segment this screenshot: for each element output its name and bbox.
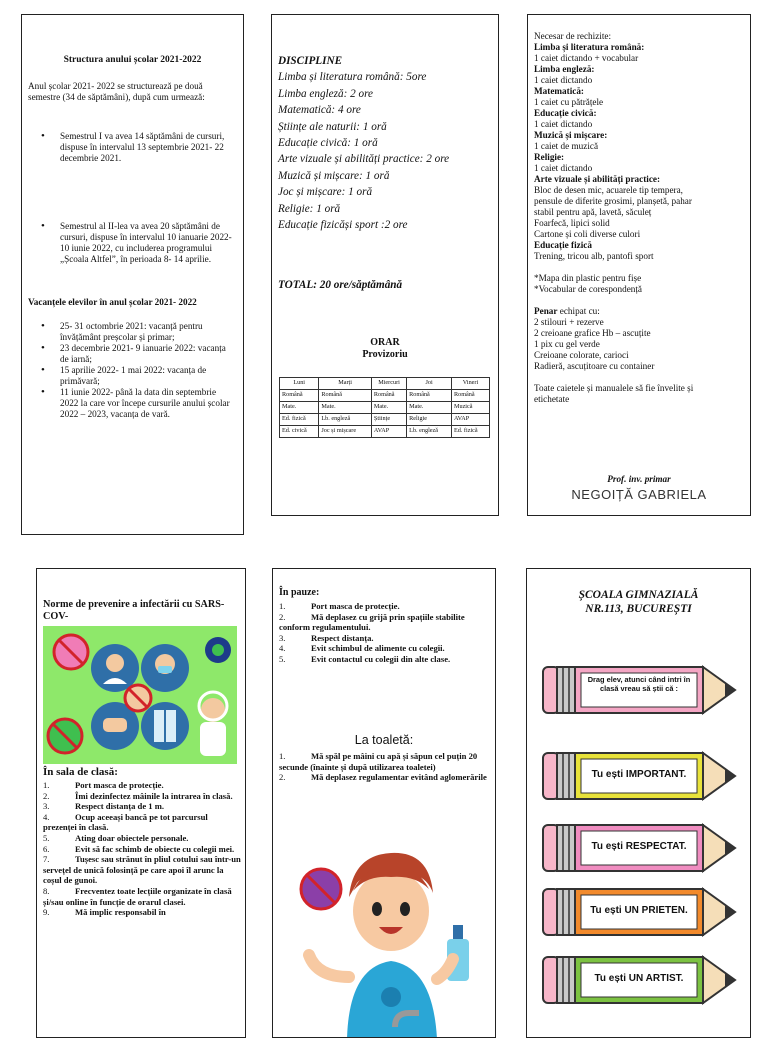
- supply-line: Toate caietele și manualele să fie învelite și: [534, 383, 694, 393]
- supply-spacer: [534, 295, 746, 306]
- schedule-row: [280, 426, 490, 438]
- classroom-rules-list: [43, 780, 241, 918]
- rule-text: Mă deplasez regulamentar evitând aglomerările: [311, 772, 487, 783]
- rule-item: [43, 812, 241, 833]
- rule-text: Ating doar obiectele personale.: [75, 832, 189, 843]
- schedule-header-cell: Luni: [280, 378, 319, 390]
- supply-line: Trening, tricou alb, pantofi sport: [534, 251, 654, 261]
- supply-line: Muzică și mișcare:: [534, 130, 608, 140]
- school-name-line2: NR.113, BUCUREȘTI: [585, 602, 692, 615]
- supply-line: 1 caiet cu pătrățele: [534, 97, 604, 107]
- rule-text: Respect distanța de 1 m.: [75, 801, 165, 812]
- child-handwashing-illustration: [287, 827, 487, 1038]
- supply-line: Creioane colorate, carioci: [534, 350, 629, 360]
- schedule-row: [280, 390, 490, 402]
- discipline-item: Educație fizicăși sport :2 ore: [278, 219, 408, 232]
- schedule-cell: Ed. fizică: [451, 426, 489, 438]
- rule-item: [279, 654, 489, 665]
- supply-line: 1 caiet de muzică: [534, 141, 599, 151]
- toilet-heading: La toaletă:: [354, 733, 414, 747]
- schedule-cell: Mate.: [280, 402, 319, 414]
- supply-line: Matematică:: [534, 86, 584, 96]
- rule-number: 2.: [279, 611, 286, 622]
- schedule-cell: Lb. engleză: [319, 414, 372, 426]
- pencil-message-text: Drag elev, atunci când intri în clasă vreau să știi că :: [587, 675, 691, 693]
- supply-line: *Mapa din plastic pentru fișe: [534, 273, 642, 283]
- rule-text: Evit schimbul de alimente cu colegii.: [311, 643, 445, 654]
- pencil-message: [537, 747, 747, 805]
- schedule-cell: Română: [407, 390, 452, 402]
- supply-line: etichetate: [534, 394, 570, 404]
- schedule-header-row: [280, 378, 490, 390]
- schedule-cell: Română: [280, 390, 319, 402]
- discipline-item: Limba engleză: 2 ore: [278, 87, 373, 100]
- discipline-item: Educație civică: 1 oră: [278, 137, 378, 150]
- pencil-message-text: Tu ești UN PRIETEN.: [590, 905, 688, 916]
- vacation-item: • 25- 31 octombrie 2021: vacanță pentru învățământ preșcolar și primar;: [28, 321, 233, 343]
- rule-text: Port masca de protecție.: [75, 780, 164, 790]
- discipline-item: Arte vizuale și abilități practice: 2 ore: [278, 153, 450, 166]
- schedule-cell: Lb. engleză: [407, 426, 452, 438]
- supply-line: Religie:: [534, 152, 565, 162]
- supply-line: stabil pentru apă, lavetă, săculeț: [534, 207, 652, 217]
- pencil-message: [537, 883, 747, 941]
- rule-item: [43, 791, 241, 802]
- rule-number: 1.: [43, 780, 50, 790]
- rule-text: Îmi dezinfectez mâinile la intrarea în clasă.: [75, 790, 233, 801]
- discipline-item: Joc și mișcare: 1 oră: [278, 186, 373, 199]
- schedule-row: [280, 414, 490, 426]
- vacation-item: • 11 iunie 2022- până la data din septembrie 2022 la care vor începe cursurile anului școlar 2022 – 2023, vacanța de vară.: [28, 387, 233, 420]
- supply-line: 1 caiet dictando + vocabular: [534, 53, 639, 63]
- vacation-item: • 15 aprilie 2022- 1 mai 2022: vacanța de primăvară;: [28, 365, 233, 387]
- rule-text: Mă implic responsabil în: [75, 907, 166, 918]
- pencil-message-text: Tu ești RESPECTAT.: [591, 841, 687, 852]
- rule-item: [279, 643, 489, 654]
- supply-line: 1 caiet dictando: [534, 119, 593, 129]
- total-hours: TOTAL: 20 ore/săptămână: [278, 279, 403, 291]
- disciplines-title: DISCIPLINE: [278, 55, 343, 67]
- supply-line: Arte vizuale și abilități practice:: [534, 174, 661, 184]
- semester-2-item: • Semestrul al II-lea va avea 20 săptămâni de cursuri, dispuse în intervalul 10 ianuarie 2022- 10 iunie 2022, cu includerea programului „Școala Altfel”, în perioada 8- 14 aprilie.: [28, 221, 233, 265]
- rule-item: [43, 780, 241, 791]
- schedule-cell: Ed. civică: [280, 426, 319, 438]
- vacation-item: • 23 decembrie 2021- 9 ianuarie 2022: vacanța de iarnă;: [28, 343, 233, 365]
- supply-line: 2 creioane grafice Hb – ascuțite: [534, 328, 651, 338]
- supply-line: 1 pix cu gel verde: [534, 339, 600, 349]
- school-cover-panel: [526, 568, 751, 1038]
- pencil-message: [537, 951, 747, 1009]
- supply-line: Radieră, ascuțitoare cu container: [534, 361, 655, 371]
- rule-number: 2.: [279, 772, 286, 783]
- rule-number: 9.: [43, 907, 50, 918]
- schedule-header-cell: Miercuri: [371, 378, 406, 390]
- schedule-cell: Mate.: [371, 402, 406, 414]
- schedule-cell: Religie: [407, 414, 452, 426]
- teacher-name: NEGOIȚĂ GABRIELA: [571, 487, 707, 502]
- rule-number: 3.: [43, 801, 50, 812]
- rule-item: [43, 801, 241, 812]
- disciplines-panel: [271, 14, 499, 516]
- supply-line: Educație civică:: [534, 108, 597, 118]
- supply-spacer: [534, 372, 746, 383]
- rule-item: [43, 833, 241, 844]
- break-rules-list: [279, 601, 489, 665]
- schedule-cell: Joc și mișcare: [319, 426, 372, 438]
- school-year-intro: Anul școlar 2021- 2022 se structurează pe două semestre (34 de săptămâni), după cum urmează:: [28, 81, 205, 102]
- rule-number: 2.: [43, 790, 50, 801]
- pencil-message: [537, 661, 747, 719]
- schedule-cell: AVAP: [451, 414, 489, 426]
- schedule-cell: Română: [371, 390, 406, 402]
- schedule-cell: Ed. fizică: [280, 414, 319, 426]
- supply-line: Educație fizică: [534, 240, 592, 250]
- rule-text: Port masca de protecție.: [311, 601, 400, 611]
- discipline-item: Muzică și mișcare: 1 oră: [278, 169, 390, 182]
- rule-number: 4.: [43, 811, 50, 822]
- pencil-message: [537, 819, 747, 877]
- rule-number: 3.: [279, 632, 286, 643]
- school-name-line1: ȘCOALA GIMNAZIALĂ: [578, 589, 699, 601]
- schedule-heading: [272, 337, 498, 361]
- rule-text: Evit contactul cu colegii din alte clase.: [311, 653, 451, 664]
- rule-number: 1.: [279, 601, 286, 611]
- semester-1-list: [28, 131, 233, 164]
- vacations-title: Vacanțele elevilor în anul școlar 2021- 2022: [28, 297, 197, 307]
- toilet-rules-list: [279, 751, 489, 783]
- schedule-table: [279, 377, 490, 438]
- supply-line: Foarfecă, lipici solid: [534, 218, 610, 228]
- prevention-title: Norme de prevenire a infectării cu SARS-COV-: [43, 599, 225, 622]
- schedule-cell: Muzică: [451, 402, 489, 414]
- rule-item: [43, 886, 241, 907]
- semester-1-item: • Semestrul I va avea 14 săptămâni de cursuri, dispuse în intervalul 13 septembrie 2021- 22 decembrie 2021.: [28, 131, 233, 164]
- pencil-message-text: Tu ești UN ARTIST.: [594, 973, 684, 984]
- rule-number: 8.: [43, 885, 50, 896]
- supply-line: *Vocabular de corespondență: [534, 284, 642, 294]
- supply-line: Limba și literatura română:: [534, 42, 645, 52]
- schedule-cell: Română: [319, 390, 372, 402]
- schedule-cell: Mate.: [407, 402, 452, 414]
- break-heading: În pauze:: [279, 587, 320, 598]
- supply-line: 1 caiet dictando: [534, 163, 593, 173]
- discipline-item: Religie: 1 oră: [278, 202, 341, 215]
- supply-line: Necesar de rechizite:: [534, 31, 612, 41]
- rule-item: [43, 844, 241, 855]
- school-year-panel: [21, 14, 244, 535]
- rule-item: [279, 601, 489, 612]
- rule-text: Respect distanța.: [311, 632, 374, 643]
- rule-text: Tușesc sau strănut în pliul cotului sau într-un servețel de unică folosință pe care apoi îl arunc la coșul de gunoi.: [43, 854, 241, 886]
- semester-2-list: [28, 221, 233, 265]
- supplies-panel: [527, 14, 751, 516]
- schedule-cell: Mate.: [319, 402, 372, 414]
- supply-line: 2 stilouri + rezerve: [534, 317, 604, 327]
- rule-number: 5.: [43, 832, 50, 843]
- schedule-cell: AVAP: [371, 426, 406, 438]
- schedule-header-cell: Vineri: [451, 378, 489, 390]
- rule-text: Frecventez toate lecțiile organizate în clasă și/sau online în funcție de orarul clasei.: [43, 885, 232, 907]
- supplies-list: [534, 31, 746, 405]
- rule-number: 5.: [279, 653, 286, 664]
- rule-text: Ocup aceeași bancă pe tot parcursul prezenței în clasă.: [43, 811, 208, 833]
- school-name: [527, 589, 750, 616]
- schedule-title: ORAR: [370, 337, 400, 348]
- pencil-message-text: Tu ești IMPORTANT.: [591, 769, 687, 780]
- discipline-item: Științe ale naturii: 1 oră: [278, 120, 387, 133]
- rule-item: [279, 751, 489, 772]
- rule-number: 6.: [43, 843, 50, 854]
- discipline-item: Limba și literatura română: 5ore: [278, 71, 427, 84]
- classroom-heading: În sala de clasă:: [43, 766, 118, 778]
- schedule-header-cell: Marți: [319, 378, 372, 390]
- supply-line-rest: echipat cu:: [557, 306, 600, 316]
- rule-item: [279, 612, 489, 633]
- rule-text: Evit să fac schimb de obiecte cu colegii mei.: [75, 843, 235, 854]
- supply-line: pensule de diferite grosimi, planșetă, pahar: [534, 196, 692, 206]
- vacations-list: [28, 321, 233, 420]
- supply-line: Limba engleză:: [534, 64, 595, 74]
- supply-spacer: [534, 262, 746, 273]
- supply-line: Cartone și coli diverse culori: [534, 229, 641, 239]
- schedule-subtitle: Provizoriu: [362, 349, 408, 360]
- rule-number: 7.: [43, 854, 50, 865]
- rule-item: [279, 633, 489, 644]
- rule-item: [279, 772, 489, 783]
- rule-text: Mă deplasez cu grijă prin spațiile stabilite conform regulamentului.: [279, 611, 465, 633]
- supply-line-bold-part: Penar: [534, 306, 558, 316]
- break-rules-panel: [272, 568, 496, 1038]
- discipline-item: Matematică: 4 ore: [278, 104, 361, 117]
- rule-item: [43, 907, 241, 918]
- schedule-cell: Științe: [371, 414, 406, 426]
- rule-text: Mă spăl pe mâini cu apă și săpun cel puțin 20 secunde (înainte și după utilizarea toaletei): [279, 751, 478, 772]
- schedule-header-cell: Joi: [407, 378, 452, 390]
- rule-number: 1.: [279, 751, 286, 761]
- supply-line: Bloc de desen mic, acuarele tip tempera,: [534, 185, 683, 195]
- schedule-cell: Română: [451, 390, 489, 402]
- prevention-rules-panel: [36, 568, 246, 1038]
- supply-line: [534, 306, 746, 317]
- school-year-title: Structura anului școlar 2021-2022: [63, 55, 202, 65]
- prevention-illustration: [43, 626, 237, 764]
- rule-item: [43, 854, 241, 886]
- supply-line: 1 caiet dictando: [534, 75, 593, 85]
- rule-number: 4.: [279, 643, 286, 654]
- schedule-row: [280, 402, 490, 414]
- teacher-title: Prof. inv. primar: [607, 474, 671, 484]
- disciplines-list: [278, 53, 494, 233]
